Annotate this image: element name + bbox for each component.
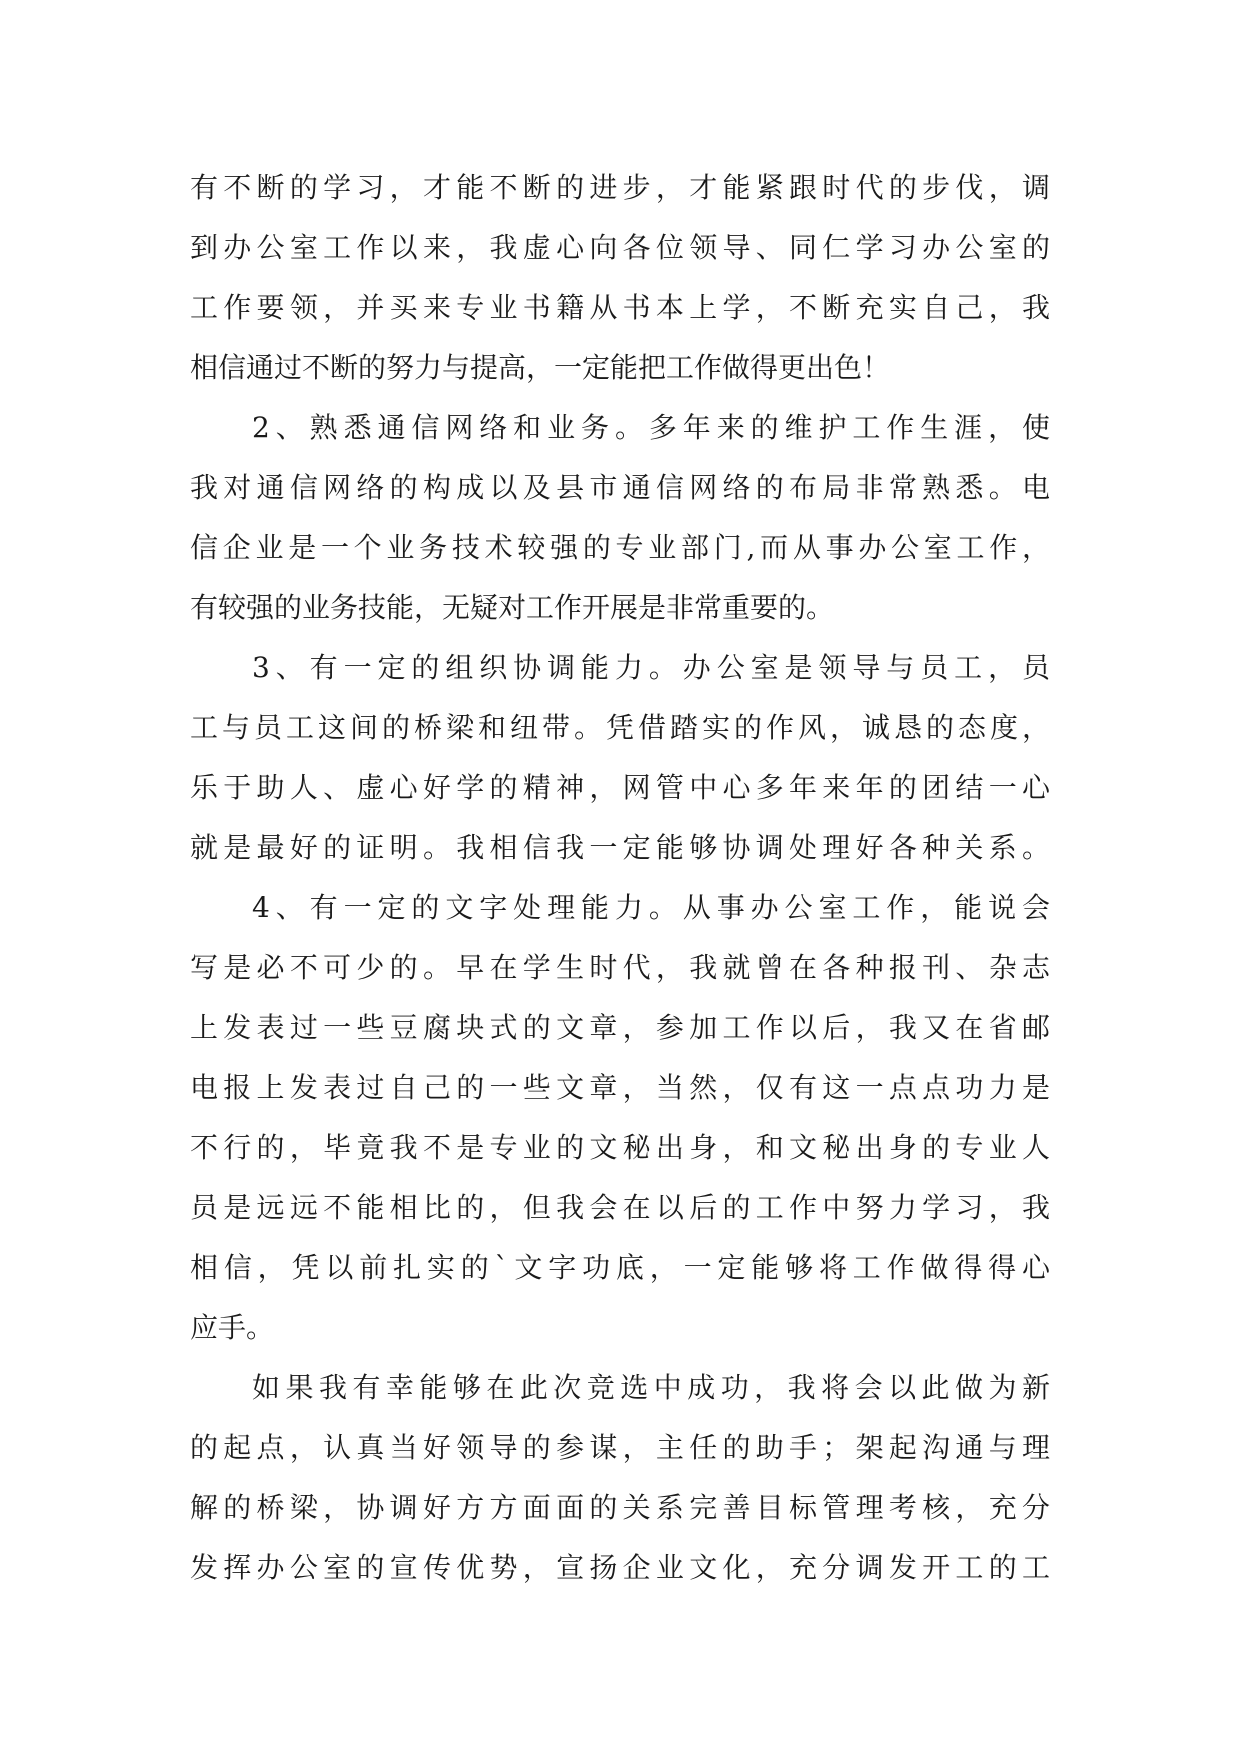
text-line: 相信通过不断的努力与提高，一定能把工作做得更出色！ — [190, 351, 891, 384]
body-text — [190, 158, 1050, 1598]
text-line: 的起点，认真当好领导的参谋，主任的助手；架起沟通与理 — [190, 1431, 1050, 1464]
text-line: 应手。 — [190, 1311, 275, 1344]
text-line: 工与员工这间的桥梁和纽带。凭借踏实的作风，诚恳的态度， — [190, 711, 1050, 744]
text-line: 3、有一定的组织协调能力。办公室是领导与员工，员 — [252, 651, 1050, 684]
text-line: 员是远远不能相比的，但我会在以后的工作中努力学习，我 — [190, 1191, 1050, 1224]
text-line: 信企业是一个业务技术较强的专业部门,而从事办公室工作， — [190, 531, 1050, 564]
text-line: 不行的，毕竟我不是专业的文秘出身，和文秘出身的专业人 — [190, 1131, 1050, 1164]
text-line: 2、熟悉通信网络和业务。多年来的维护工作生涯，使 — [252, 411, 1050, 444]
text-line: 就是最好的证明。我相信我一定能够协调处理好各种关系。 — [190, 831, 1050, 864]
text-line: 乐于助人、虚心好学的精神，网管中心多年来年的团结一心 — [190, 771, 1050, 804]
text-line: 如果我有幸能够在此次竞选中成功，我将会以此做为新 — [252, 1371, 1050, 1404]
text-line: 我对通信网络的构成以及县市通信网络的布局非常熟悉。电 — [190, 471, 1050, 504]
text-line: 发挥办公室的宣传优势，宣扬企业文化，充分调发开工的工 — [190, 1551, 1050, 1584]
text-line: 解的桥梁，协调好方方面面的关系完善目标管理考核，充分 — [190, 1491, 1050, 1524]
text-line: 有不断的学习，才能不断的进步，才能紧跟时代的步伐，调 — [190, 171, 1050, 204]
text-line: 4、有一定的文字处理能力。从事办公室工作，能说会 — [252, 891, 1050, 924]
text-line: 相信，凭以前扎实的`文字功底，一定能够将工作做得得心 — [190, 1251, 1050, 1284]
text-line: 上发表过一些豆腐块式的文章，参加工作以后，我又在省邮 — [190, 1011, 1050, 1044]
text-line: 工作要领，并买来专业书籍从书本上学，不断充实自己，我 — [190, 291, 1050, 324]
text-line: 写是必不可少的。早在学生时代，我就曾在各种报刊、杂志 — [190, 951, 1050, 984]
text-line: 电报上发表过自己的一些文章，当然，仅有这一点点功力是 — [190, 1071, 1050, 1104]
text-line: 到办公室工作以来，我虚心向各位领导、同仁学习办公室的 — [190, 231, 1050, 264]
text-line: 有较强的业务技能，无疑对工作开展是非常重要的。 — [190, 591, 835, 624]
